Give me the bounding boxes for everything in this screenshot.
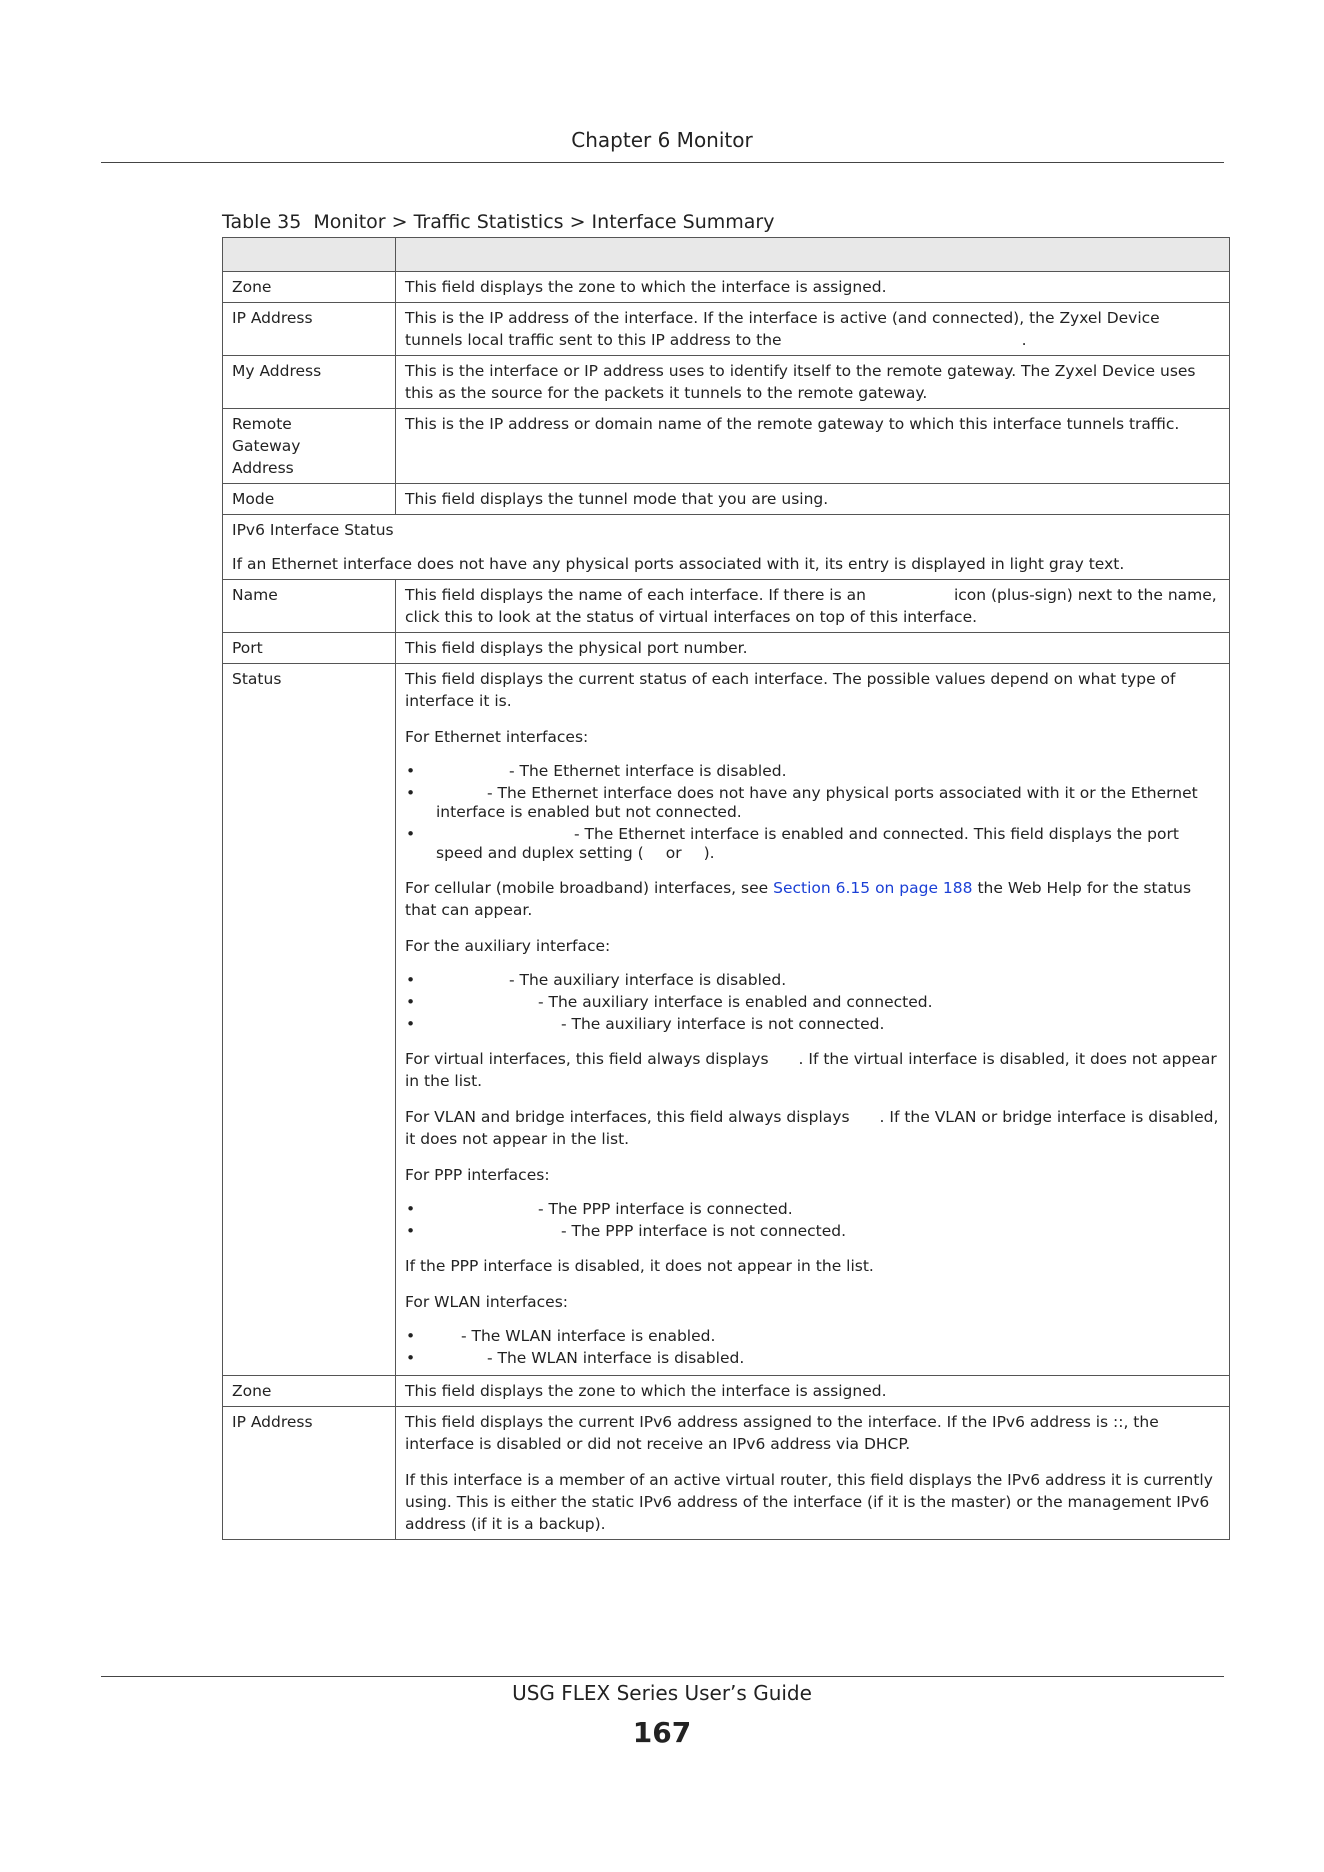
table-row xyxy=(223,633,1230,664)
table-header-row xyxy=(223,238,1230,272)
row-description: This field displays the tunnel mode that you are using. xyxy=(396,484,1230,515)
auxiliary-status-list xyxy=(405,971,1221,1034)
header-cell-description xyxy=(396,238,1230,272)
table-row xyxy=(223,409,1230,484)
row-label: Name xyxy=(223,580,396,633)
row-description: This field displays the zone to which the interface is assigned. xyxy=(396,1376,1230,1407)
list-item: • - The auxiliary interface is not connected. xyxy=(405,1015,1221,1034)
list-item: • - The Ethernet interface is enabled and connected. This field displays the port speed and duplex setting ( or ). xyxy=(405,825,1221,863)
list-item: • - The PPP interface is not connected. xyxy=(405,1222,1221,1241)
section-row-ipv6 xyxy=(223,515,1230,580)
ipv6-section xyxy=(223,515,1230,580)
ethernet-status-list xyxy=(405,762,1221,863)
row-label: Status xyxy=(223,664,396,1376)
row-description: This field displays the current status of each interface. The possible values depend on what type of interface it is. For Ethernet interfaces: • - The Ethernet interface is disabled. • - The Ethernet interface does not have any physical ports associated with it or the Ethernet interface is enabled but not connected. • - The Ethernet interface is enabled and connected. This field displays the port speed and duplex setting ( or ). For cellular (mobile broadband) interfaces, see Section 6.15 on page 188 the Web Help for the status that can appear. For the auxiliary interface: • - The auxiliary interface is disabled. • - The auxiliary interface is enabled and connected. • - The auxiliary interface is not connected. For virtual interfaces, this field always displays . If the virtual interface is disabled, it does not appear in the list. For VLAN and bridge interfaces, this field always displays . If the VLAN or bridge interface is disabled, it does not appear in the list. For PPP interfaces: • - The PPP interface is connected. • - The PPP interface is not connected. If the PPP interface is disabled, it does not appear in the list. For WLAN interfaces: • - The WLAN interface is enabled. • - The WLAN interface is disabled. xyxy=(396,664,1230,1376)
row-label: Zone xyxy=(223,1376,396,1407)
header-rule xyxy=(101,162,1224,163)
footer-rule xyxy=(101,1676,1224,1677)
list-item: • - The Ethernet interface does not have any physical ports associated with it or the Ethernet interface is enabled but not connected. xyxy=(405,784,1221,822)
header-cell-label xyxy=(223,238,396,272)
list-item: • - The WLAN interface is disabled. xyxy=(405,1349,1221,1368)
row-description: This field displays the current IPv6 address assigned to the interface. If the IPv6 address is ::, the interface is disabled or did not receive an IPv6 address via DHCP. If this interface is a member of an active virtual router, this field displays the IPv6 address it is currently using. This is either the static IPv6 address of the interface (if it is the master) or the management IPv6 address (if it is a backup). xyxy=(396,1407,1230,1540)
section-link[interactable]: Section 6.15 on page 188 xyxy=(773,879,973,897)
table-row xyxy=(223,484,1230,515)
wlan-status-list xyxy=(405,1327,1221,1368)
ppp-status-list xyxy=(405,1200,1221,1241)
row-label: Mode xyxy=(223,484,396,515)
list-item: • - The PPP interface is connected. xyxy=(405,1200,1221,1219)
page-number: 167 xyxy=(632,1716,692,1749)
table-row xyxy=(223,272,1230,303)
table-row-status xyxy=(223,664,1230,1376)
guide-title: USG FLEX Series User’s Guide xyxy=(512,1681,812,1705)
row-description: This is the IP address of the interface. If the interface is active (and connected), the Zyxel Device tunnels local traffic sent to this IP address to the . xyxy=(396,303,1230,356)
table-row xyxy=(223,1407,1230,1540)
interface-summary-table xyxy=(222,237,1230,1540)
row-label: IP Address xyxy=(223,303,396,356)
table-row xyxy=(223,1376,1230,1407)
list-item: • - The auxiliary interface is disabled. xyxy=(405,971,1221,990)
table-caption xyxy=(222,211,774,233)
section-note: If an Ethernet interface does not have any physical ports associated with it, its entry is displayed in light gray text. xyxy=(232,555,1125,573)
table-row xyxy=(223,580,1230,633)
table-number: Table 35 xyxy=(222,211,302,233)
row-label: Remote Gateway Address xyxy=(223,409,396,484)
row-description: This is the IP address or domain name of the remote gateway to which this interface tunnels traffic. xyxy=(396,409,1230,484)
row-description: This field displays the zone to which the interface is assigned. xyxy=(396,272,1230,303)
chapter-header: Chapter 6 Monitor xyxy=(571,128,753,152)
row-description: This field displays the name of each interface. If there is an icon (plus-sign) next to the name, click this to look at the status of virtual interfaces on top of this interface. xyxy=(396,580,1230,633)
row-description: This field displays the physical port number. xyxy=(396,633,1230,664)
row-label: Zone xyxy=(223,272,396,303)
table-title: Monitor > Traffic Statistics > Interface Summary xyxy=(313,211,775,233)
list-item: • - The auxiliary interface is enabled and connected. xyxy=(405,993,1221,1012)
list-item: • - The WLAN interface is enabled. xyxy=(405,1327,1221,1346)
section-title: IPv6 Interface Status xyxy=(232,521,394,539)
row-label: My Address xyxy=(223,356,396,409)
table-row xyxy=(223,356,1230,409)
row-label: IP Address xyxy=(223,1407,396,1540)
list-item: • - The Ethernet interface is disabled. xyxy=(405,762,1221,781)
row-description: This is the interface or IP address uses to identify itself to the remote gateway. The Zyxel Device uses this as the source for the packets it tunnels to the remote gateway. xyxy=(396,356,1230,409)
table-row xyxy=(223,303,1230,356)
row-label: Port xyxy=(223,633,396,664)
